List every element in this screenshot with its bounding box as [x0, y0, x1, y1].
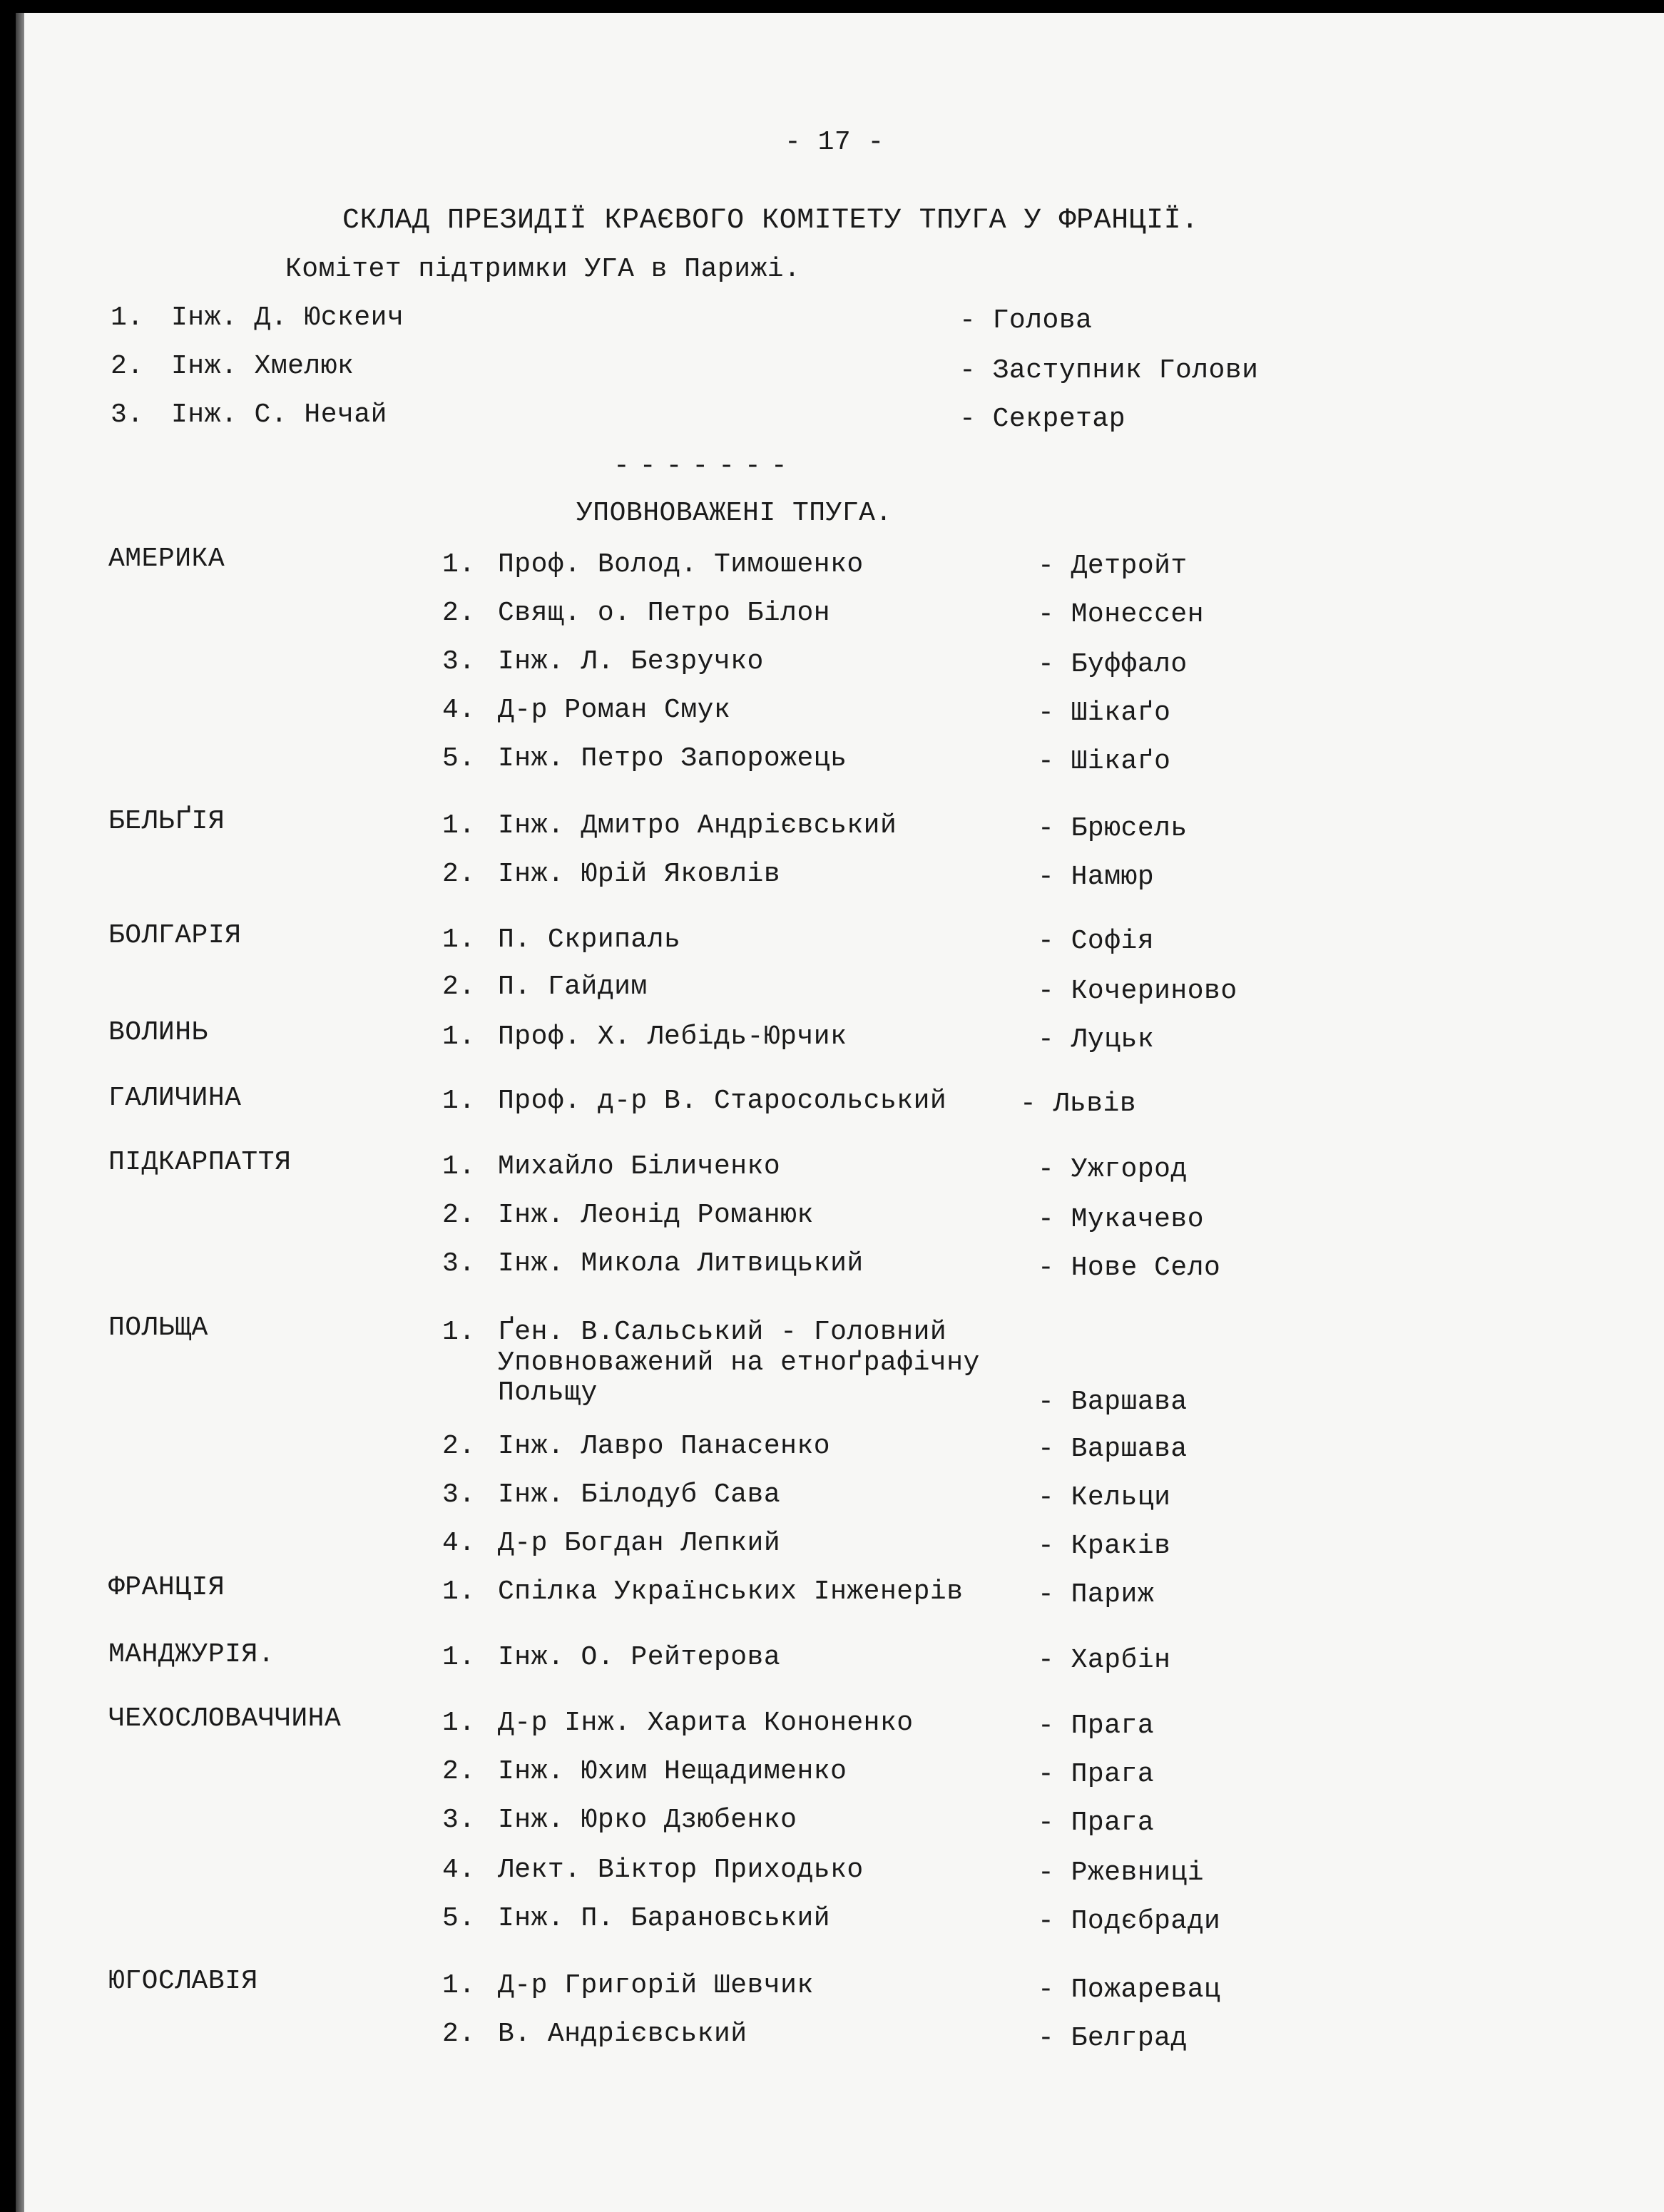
entry-num: 5. — [442, 743, 476, 774]
entry-city: - Монессен — [1038, 599, 1205, 630]
entry-city: - Париж — [1038, 1579, 1155, 1610]
entry-city: - Кельци — [1038, 1482, 1171, 1513]
document-title: СКЛАД ПРЕЗИДІЇ КРАЄВОГО КОМІТЕТУ ТПУГА У ФРАНЦІЇ. — [342, 205, 1199, 237]
entry-city: - Софія — [1038, 926, 1155, 957]
page-binding-edge — [16, 13, 24, 2212]
entry-num: 1. — [442, 924, 476, 955]
entry-num: 2. — [442, 972, 476, 1002]
page-number: - 17 - — [785, 127, 884, 158]
entry-person-continued: Уповноважений на етноґрафічну Польщу — [498, 1347, 980, 1408]
entry-num: 4. — [442, 1528, 476, 1559]
country-label: ЮГОСЛАВІЯ — [108, 1966, 258, 1997]
entry-person: Спілка Українських Інженерів — [498, 1576, 964, 1607]
entry-person: Інж. Юхим Нещадименко — [498, 1756, 847, 1787]
entry-num: 1. — [442, 1021, 476, 1052]
entry-city: - Белград — [1038, 2023, 1188, 2054]
entry-person: Д-р Роман Смук — [498, 695, 731, 725]
entry-city: - Подєбради — [1038, 1906, 1221, 1937]
country-label: БЕЛЬҐІЯ — [108, 806, 225, 837]
entry-city: - Ужгород — [1038, 1154, 1188, 1185]
country-label: ЧЕХОСЛОВАЧЧИНА — [108, 1703, 342, 1734]
entry-city: - Кочериново — [1038, 976, 1237, 1006]
entry-num: 1. — [442, 1970, 476, 2001]
entry-num: 1. — [442, 1642, 476, 1673]
entry-city: - Львів — [1020, 1089, 1137, 1119]
entry-person: Проф. Х. Лебідь-Юрчик — [498, 1021, 847, 1052]
entry-num: 5. — [442, 1903, 476, 1934]
presidium-num: 2. — [111, 351, 144, 382]
entry-person: П. Гайдим — [498, 972, 648, 1002]
entry-person: Інж. Білодуб Сава — [498, 1479, 781, 1510]
country-label: МАНДЖУРІЯ. — [108, 1639, 275, 1670]
entry-city: - Пожаревац — [1038, 1974, 1221, 2005]
entry-person: Ґен. В.Сальський - Головний — [498, 1317, 947, 1347]
entry-city: - Варшава — [1038, 1387, 1188, 1417]
entry-num: 4. — [442, 1855, 476, 1885]
entry-num: 3. — [442, 1805, 476, 1835]
presidium-name: Інж. С. Нечай — [171, 399, 387, 430]
country-label: БОЛГАРІЯ — [108, 920, 242, 951]
country-label: ГАЛИЧИНА — [108, 1083, 242, 1113]
entry-city: - Прага — [1038, 1808, 1155, 1838]
presidium-role: - Заступник Голови — [959, 355, 1259, 386]
entry-num: 1. — [442, 810, 476, 841]
entry-person: Д-р Інж. Харита Кононенко — [498, 1708, 914, 1738]
entry-person: Д-р Григорій Шевчик — [498, 1970, 814, 2001]
entry-num: 2. — [442, 1431, 476, 1462]
presidium-name: Інж. Хмелюк — [171, 351, 354, 382]
section-title: УПОВНОВАЖЕНІ ТПУГА. — [576, 498, 892, 529]
entry-city: - Прага — [1038, 1759, 1155, 1790]
country-label: ПОЛЬЩА — [108, 1313, 208, 1343]
entry-person: Свящ. о. Петро Білон — [498, 598, 831, 628]
entry-num: 2. — [442, 859, 476, 890]
country-label: ПІДКАРПАТТЯ — [108, 1147, 292, 1178]
entry-city: - Нове Село — [1038, 1253, 1221, 1283]
entry-num: 1. — [442, 1317, 476, 1347]
entry-num: 1. — [442, 549, 476, 580]
entry-city: - Детройт — [1038, 551, 1188, 581]
presidium-num: 1. — [111, 302, 144, 333]
entry-num: 1. — [442, 1151, 476, 1182]
entry-person: Інж. П. Барановський — [498, 1903, 831, 1934]
document-subtitle: Комітет підтримки УГА в Парижі. — [285, 254, 801, 285]
entry-city: - Мукачево — [1038, 1204, 1205, 1235]
entry-person: Михайло Біличенко — [498, 1151, 781, 1182]
entry-city: - Краків — [1038, 1531, 1171, 1561]
country-label: АМЕРИКА — [108, 544, 225, 574]
entry-person: Інж. Дмитро Андрієвський — [498, 810, 897, 841]
entry-num: 3. — [442, 646, 476, 677]
entry-num: 1. — [442, 1086, 476, 1116]
entry-city: - Брюсель — [1038, 813, 1188, 844]
entry-person: Інж. Л. Безручко — [498, 646, 764, 677]
entry-num: 4. — [442, 695, 476, 725]
entry-person: Проф. д-р В. Старосольський — [498, 1086, 947, 1116]
entry-person: В. Андрієвський — [498, 2019, 747, 2049]
entry-person: Інж. О. Рейтерова — [498, 1642, 781, 1673]
entry-num: 1. — [442, 1576, 476, 1607]
entry-person: Проф. Волод. Тимошенко — [498, 549, 864, 580]
entry-city: - Прага — [1038, 1711, 1155, 1741]
entry-num: 2. — [442, 1200, 476, 1230]
entry-person: Інж. Юрко Дзюбенко — [498, 1805, 797, 1835]
presidium-num: 3. — [111, 399, 144, 430]
entry-num: 3. — [442, 1248, 476, 1279]
presidium-role: - Секретар — [959, 404, 1126, 434]
entry-city: - Харбін — [1038, 1645, 1171, 1676]
country-label: ФРАНЦІЯ — [108, 1572, 225, 1603]
entry-city: - Намюр — [1038, 862, 1155, 892]
entry-person: Інж. Петро Запорожець — [498, 743, 847, 774]
entry-person: Д-р Богдан Лепкий — [498, 1528, 781, 1559]
entry-city: - Шікаґо — [1038, 698, 1171, 728]
entry-num: 1. — [442, 1708, 476, 1738]
entry-num: 3. — [442, 1479, 476, 1510]
entry-person: Інж. Микола Литвицький — [498, 1248, 864, 1279]
presidium-role: - Голова — [959, 305, 1093, 336]
entry-person: Інж. Юрій Яковлів — [498, 859, 781, 890]
entry-num: 2. — [442, 2019, 476, 2049]
entry-person: Інж. Лавро Панасенко — [498, 1431, 831, 1462]
entry-city: - Шікаґо — [1038, 746, 1171, 777]
entry-person: Інж. Леонід Романюк — [498, 1200, 814, 1230]
separator-dashes: ------- — [613, 451, 797, 481]
entry-city: - Луцьк — [1038, 1024, 1155, 1055]
entry-num: 2. — [442, 598, 476, 628]
entry-person: Лект. Віктор Приходько — [498, 1855, 864, 1885]
entry-city: - Буффало — [1038, 649, 1188, 680]
presidium-name: Інж. Д. Юскеич — [171, 302, 404, 333]
entry-num: 2. — [442, 1756, 476, 1787]
entry-city: - Варшава — [1038, 1434, 1188, 1464]
country-label: ВОЛИНЬ — [108, 1017, 208, 1048]
entry-person: П. Скрипаль — [498, 924, 681, 955]
entry-city: - Ржевниці — [1038, 1857, 1205, 1888]
